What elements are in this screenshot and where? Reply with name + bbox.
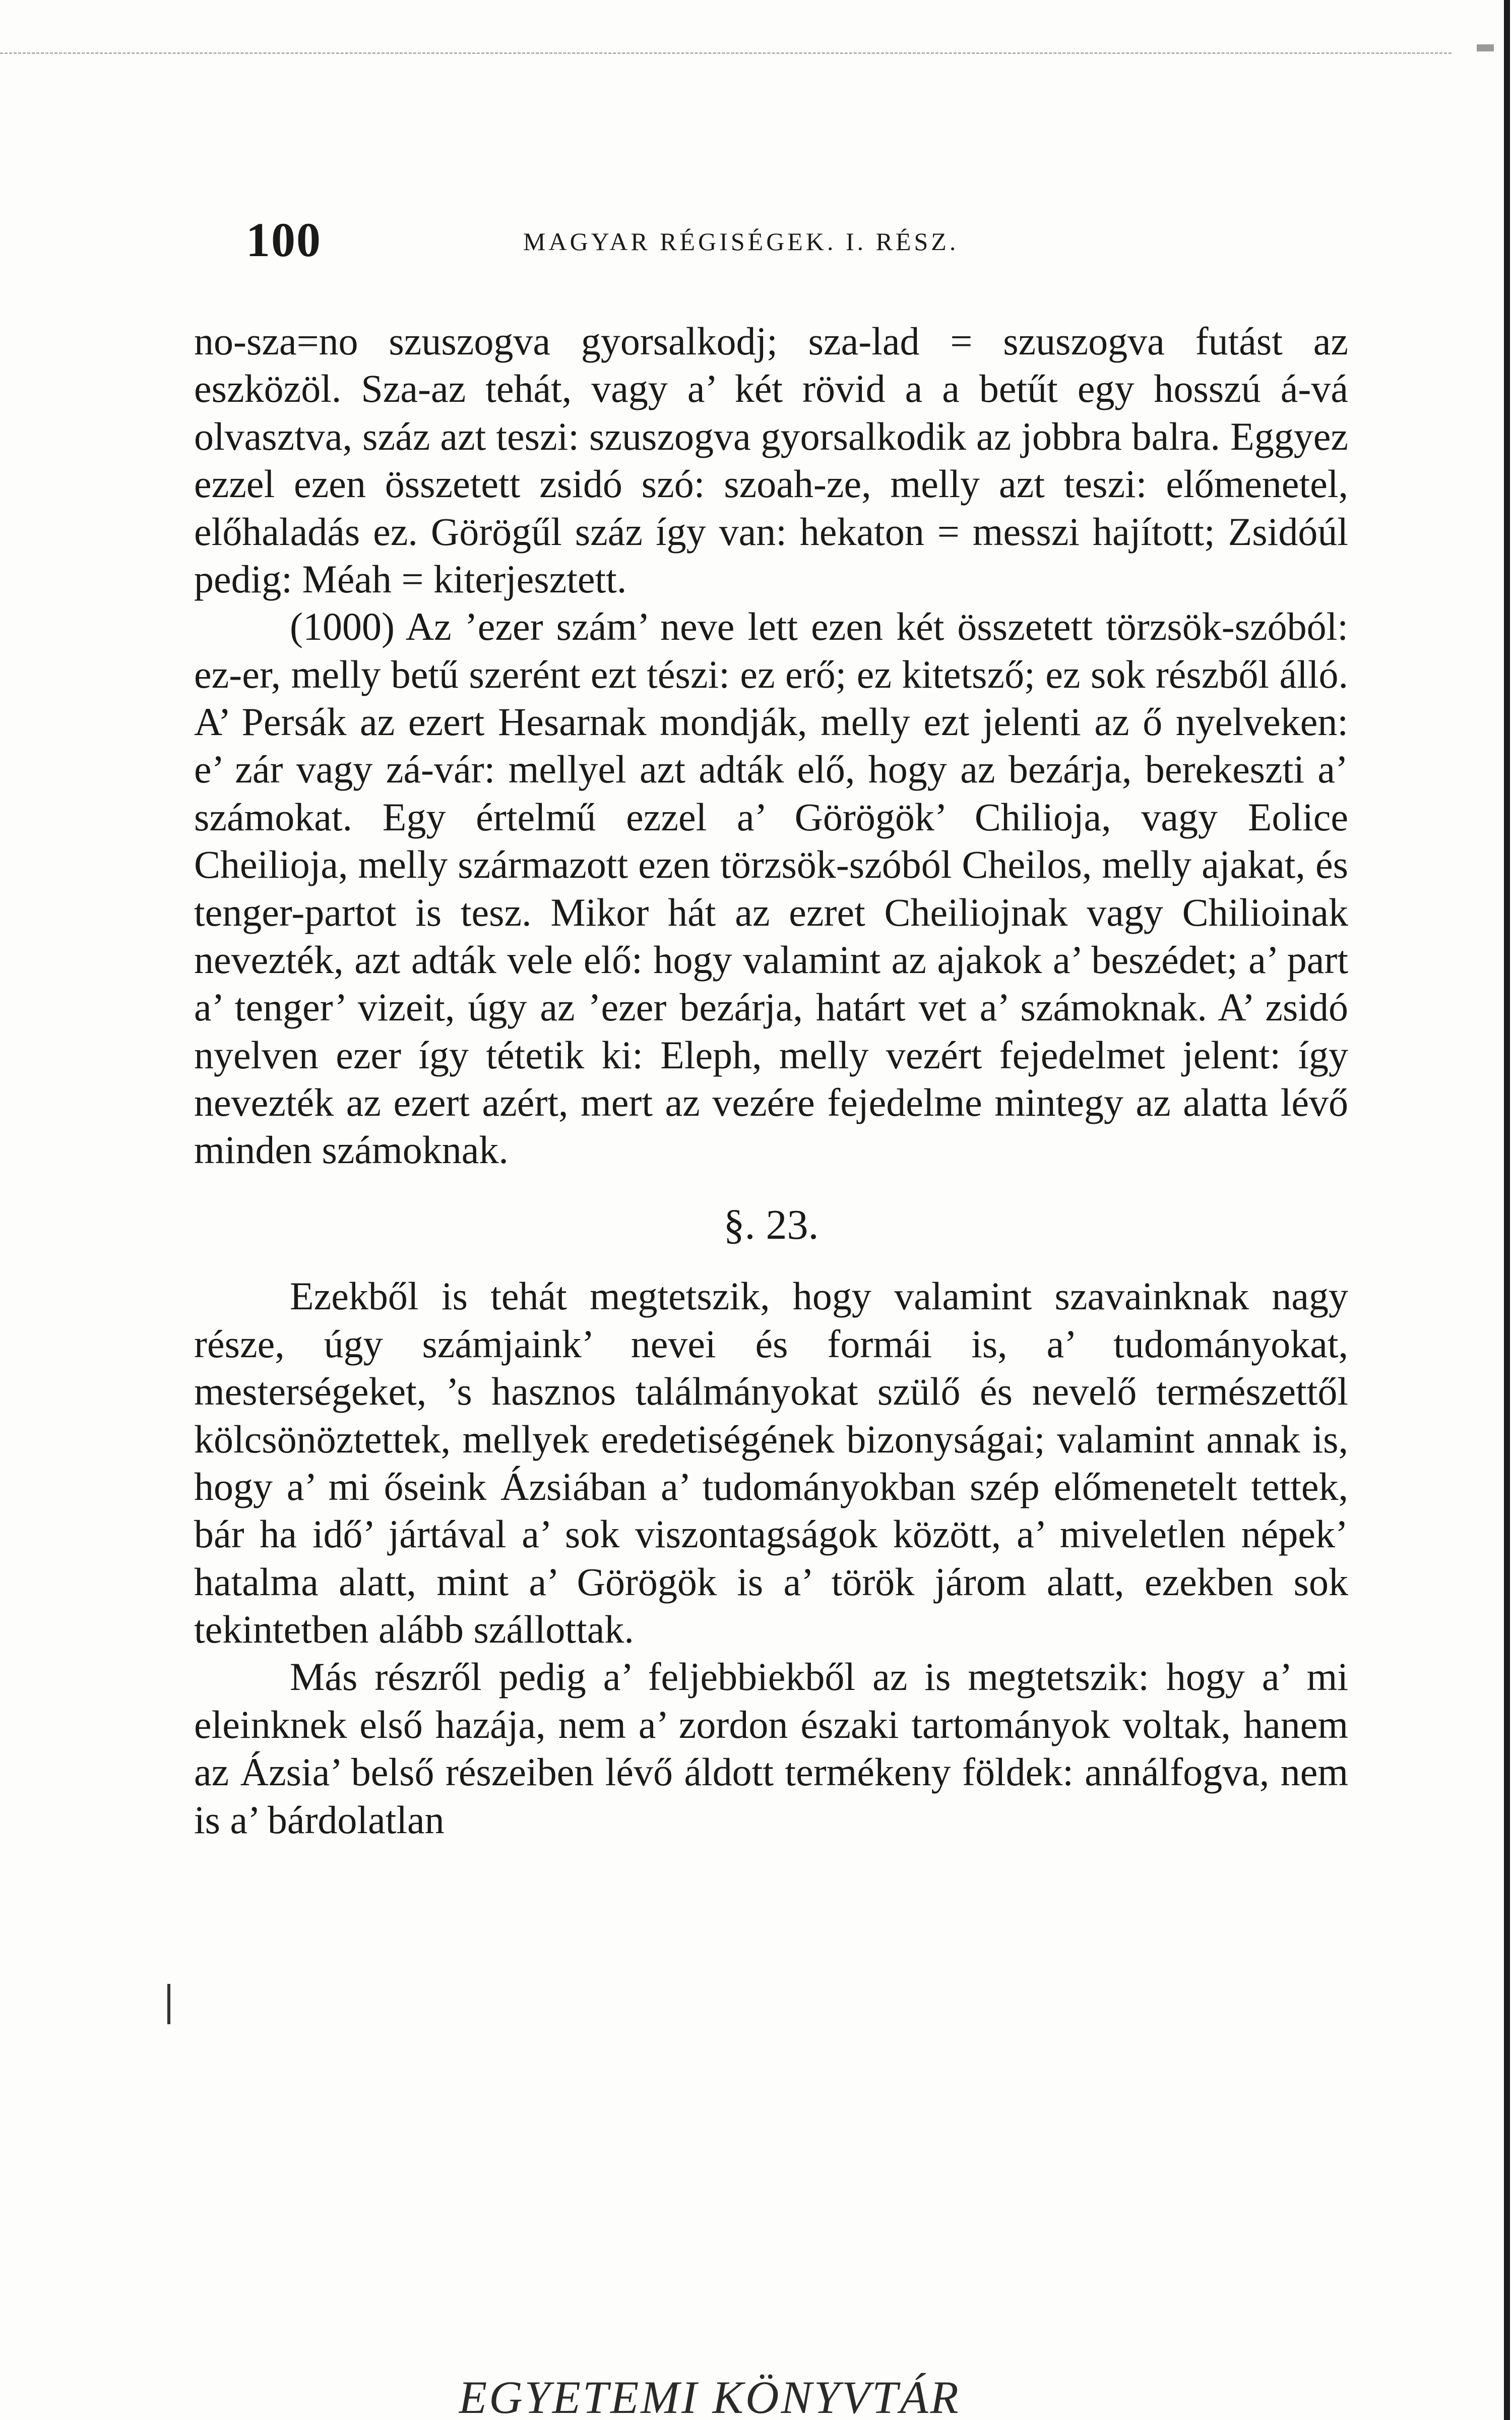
page-header xyxy=(246,212,1355,277)
paragraph-2: (1000) Az ’ezer szám’ neve lett ezen két összetett törzsök-szóból: ez-er, melly betű szerént ezt tészi: ez erő; ez kitetsző; ez sok részből álló. A’ Persák az ezert Hesarnak mondják, melly ezt jelenti az ő nyelveken: e’ zár vagy zá-vár: mellyel azt adták elő, hogy az bezárja, berekeszti a’ számokat. Egy értelmű ezzel a’ Görögök’ Chilioja, vagy Eolice Cheilioja, melly származott ezen törzsök-szóból Cheilos, melly ajakat, és tenger-partot is tesz. Mikor hát az ezret Cheiliojnak vagy Chilioinak nevezték, azt adták vele elő: hogy valamint az ajakok a’ beszédet; a’ part a’ tenger’ vizeit, úgy az ’ezer bezárja, határt vet a’ számoknak. A’ zsidó nyelven ezer így tétetik ki: Eleph, melly vezért fejedelmet jelent: így nevezték az ezert azért, mert az vezére fejedelme mintegy az alatta lévő minden számoknak. xyxy=(194,604,1348,1172)
library-stamp xyxy=(459,2370,988,2420)
paragraph-3: Ezekből is tehát megtetszik, hogy valamint szavainknak nagy része, úgy számjaink’ nevei és formái is, a’ tudományokat, mesterségeket, ’s hasznos találmányokat szülő és nevelő természettől kölcsönöztettek, mellyek eredetiségének bizonyságai; valamint annak is, hogy a’ mi őseink Ázsiában a’ tudományokban szép előmenetelt tettek, bár ha idő’ jártával a’ sok viszontagságok között, a’ miveletlen népek’ hatalma alatt, mint a’ Görögök is a’ török járom alatt, ezekben sok tekintetben alább szállottak. xyxy=(194,1274,1348,1651)
margin-pencil-mark xyxy=(167,1984,170,2024)
page-number: 100 xyxy=(246,213,322,267)
running-head: MAGYAR RÉGISÉGEK. I. RÉSZ. xyxy=(523,227,959,256)
paragraph-1: no-sza=no szuszogva gyorsalkodj; sza-lad = szuszogva futást az eszközöl. Sza-az tehát, vagy a’ két rövid a a betűt egy hosszú á-vá olvasztva, száz azt teszi: szuszogva gyorsalkodik az jobbra balra. Eggyez ezzel ezen összetett zsidó szó: szoah-ze, melly azt teszi: előmenetel, előhaladás ez. Görögűl száz így van: hekaton = messzi hajított; Zsidóúl pedig: Méah = kiterjesztett. xyxy=(194,319,1348,601)
scan-dashed-line xyxy=(0,52,1452,54)
library-stamp-text: EGYETEMI KÖNYVTÁR xyxy=(459,2372,961,2420)
body-text xyxy=(194,318,1348,1844)
paragraph-4: Más részről pedig a’ feljebbiekből az is megtetszik: hogy a’ mi eleinknek első hazája, nem a’ zordon északi tartományok voltak, hanem az Ázsia’ belső részeiben lévő áldott termékeny földek: annálfogva, nem is a’ bárdolatlan xyxy=(194,1655,1348,1842)
scan-edge-bar xyxy=(1504,0,1510,2420)
scan-edge-tick xyxy=(1477,44,1494,51)
section-heading: §. 23. xyxy=(723,1201,819,1248)
